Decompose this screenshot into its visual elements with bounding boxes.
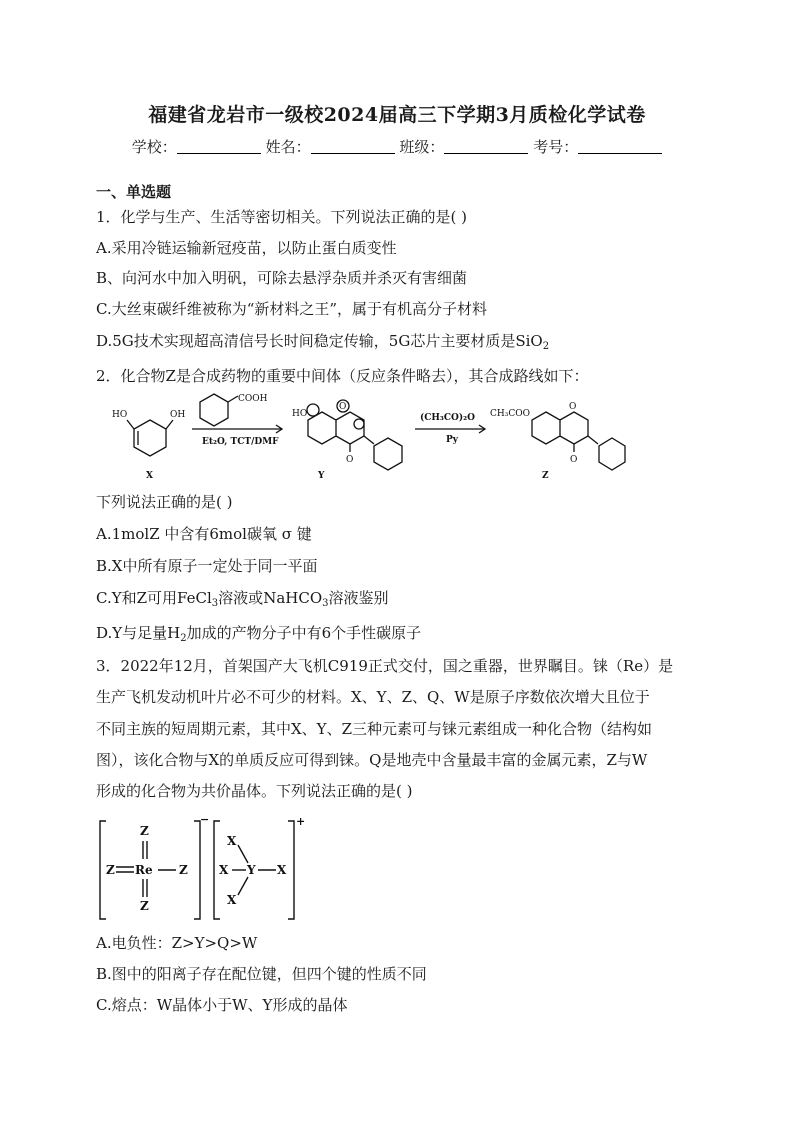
x-benzene-ring <box>134 420 166 456</box>
q3-stem-line-4: 图），该化合物与X的单质反应可得到铼。Q是地壳中含量最丰富的金属元素，Z与W <box>96 751 648 769</box>
exam-title: 福建省龙岩市一级校2024届高三下学期3月质检化学试卷 <box>148 104 646 126</box>
q2-c-formula-2-sub: 3 <box>322 598 329 609</box>
z-ring-o-label: O <box>569 402 577 412</box>
q2-option-d <box>96 622 421 643</box>
y-annotation-circle-1 <box>307 404 319 416</box>
x-oh-label: OH <box>170 410 186 420</box>
x-ho-label: HO <box>112 410 128 420</box>
z-phenyl-bond <box>588 436 598 444</box>
q1-option-c: C.大丝束碳纤维被称为“新材料之王”，属于有机高分子材料 <box>96 300 488 318</box>
q3-option-b: B.图中的阳离子存在配位键，但四个键的性质不同 <box>96 965 427 983</box>
y-compound-label: Y <box>318 471 325 481</box>
x-oh-bond-left <box>127 420 134 429</box>
anion-charge: − <box>200 815 210 826</box>
q2-d-prefix: D.Y与足量 <box>96 624 168 642</box>
q1-option-d <box>96 330 549 351</box>
q3-ionic-structure <box>96 815 316 925</box>
q2-c-formula-1-sub: 3 <box>211 598 219 609</box>
q1-stem: 1．化学与生产、生活等密切相关。下列说法正确的是( ) <box>96 208 468 226</box>
cation-x-bottom: X <box>227 893 237 907</box>
z-pyranone-ring <box>560 412 588 444</box>
y-phenyl-ring <box>374 438 402 470</box>
x-oh-bond-right <box>166 420 173 429</box>
reagent2-base: Py <box>446 435 458 445</box>
anion-right-bracket <box>194 821 200 919</box>
student-info-row <box>0 136 794 157</box>
z-acetoxy-label: CH₃COO <box>490 409 530 419</box>
q1-option-a: A.采用冷链运输新冠疫苗，以防止蛋白质变性 <box>96 239 397 257</box>
y-carbonyl-o-label: O <box>346 455 354 465</box>
cation-x-right: X <box>277 863 287 877</box>
x-compound-label: X <box>146 471 153 481</box>
q2-option-b: B.X中所有原子一定处于同一平面 <box>96 557 318 575</box>
y-ring-o-label: O <box>339 402 347 412</box>
q1-option-b: B、向河水中加入明矾，可除去悬浮杂质并杀灭有害细菌 <box>96 269 468 287</box>
q2-stem: 2．化合物Z是合成药物的重要中间体（反应条件略去），其合成路线如下： <box>96 367 589 385</box>
class-label: 班级： <box>399 138 445 156</box>
q1-option-d-text: D.5G技术实现超高清信号长时间稳定传输，5G芯片主要材质是 <box>96 332 516 350</box>
q2-c-suffix: 溶液鉴别 <box>328 589 389 607</box>
y-top-bond <box>238 845 248 863</box>
q2-ask: 下列说法正确的是( ) <box>96 493 233 511</box>
y-phenyl-bond <box>364 436 374 444</box>
q1-option-d-formula: SiO <box>515 332 543 350</box>
cation-x-left: X <box>219 863 229 877</box>
anion-z-top: Z <box>140 824 149 838</box>
q2-c-prefix: C.Y和Z可用 <box>96 589 178 607</box>
y-bottom-bond <box>238 877 248 895</box>
reagent-benzene-ring <box>200 394 228 426</box>
q2-c-mid: 溶液或 <box>218 589 264 607</box>
q3-stem-line-3: 不同主族的短周期元素，其中X、Y、Z三种元素可与铼元素组成一种化合物（结构如 <box>96 720 653 738</box>
anion-z-left: Z <box>106 863 115 877</box>
z-carbonyl-o-label: O <box>570 455 578 465</box>
q3-option-a: A.电负性：Z>Y>Q>W <box>96 934 258 952</box>
q3-stem-line-2: 生产飞机发动机叶片必不可少的材料。X、Y、Z、Q、W是原子序数依次增大且位于 <box>96 688 650 706</box>
y-annotation-circle-3 <box>354 419 364 429</box>
q2-c-formula-2: NaHCO <box>263 589 323 607</box>
cation-y-center: Y <box>247 863 256 877</box>
q1-option-d-subscript: 2 <box>542 341 550 352</box>
section-heading: 一、单选题 <box>96 183 172 201</box>
reagent2-label: (CH₃CO)₂O <box>420 413 475 423</box>
reagent-ch2-bond <box>228 396 238 402</box>
class-blank[interactable] <box>444 139 528 154</box>
q3-option-c: C.熔点：W晶体小于W、Y形成的晶体 <box>96 996 348 1014</box>
q2-option-a: A.1molZ 中含有6mol碳氧 σ 键 <box>96 525 312 543</box>
exam-no-label: 考号： <box>533 138 579 156</box>
q3-stem-line-5: 形成的化合物为共价晶体。下列说法正确的是( ) <box>96 782 413 800</box>
q2-d-suffix: 加成的产物分子中有6个手性碳原子 <box>186 624 422 642</box>
school-label: 学校： <box>131 138 177 156</box>
y-ho-label: HO <box>292 409 308 419</box>
z-benzo-ring <box>532 412 560 444</box>
q3-stem-line-1: 3．2022年12月，首架国产大飞机C919正式交付，国之重器，世界瞩目。铼（Re）是 <box>96 657 674 675</box>
y-pyranone-ring <box>336 412 364 444</box>
exam-no-blank[interactable] <box>578 139 662 154</box>
q2-synthesis-scheme <box>110 392 640 484</box>
name-label: 姓名： <box>265 138 311 156</box>
anion-re: Re <box>135 863 153 877</box>
z-compound-label: Z <box>542 471 549 481</box>
cation-x-top: X <box>227 834 237 848</box>
reagent1-conditions: Et₂O, TCT/DMF <box>202 437 279 447</box>
cation-right-bracket <box>288 821 294 919</box>
name-blank[interactable] <box>311 139 395 154</box>
reagent1-cooh-label: COOH <box>238 394 268 404</box>
y-benzo-ring <box>308 412 336 444</box>
q2-d-formula: H <box>167 624 181 642</box>
anion-z-right: Z <box>179 863 188 877</box>
z-phenyl-ring <box>599 438 625 470</box>
cation-charge: + <box>296 815 306 828</box>
school-blank[interactable] <box>177 139 261 154</box>
anion-z-bottom: Z <box>140 899 149 913</box>
q2-c-formula-1: FeCl <box>177 589 212 607</box>
q2-d-formula-sub: 2 <box>180 633 187 644</box>
q2-option-c <box>96 587 389 608</box>
